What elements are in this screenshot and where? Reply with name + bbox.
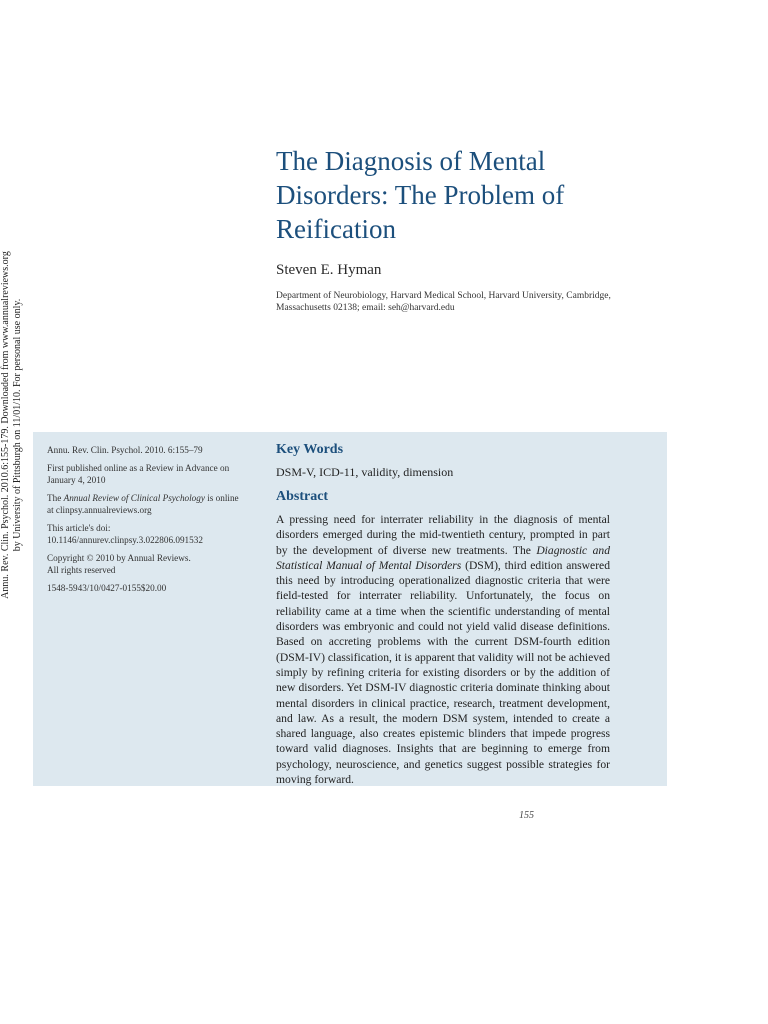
- author-name: Steven E. Hyman: [276, 262, 382, 278]
- abstract-heading: Abstract: [276, 489, 329, 504]
- watermark-line-2: by University of Pittsburgh on 11/01/10. For personal use only.: [12, 298, 23, 552]
- first-published: First published online as a Review in Advance on January 4, 2010: [47, 463, 230, 485]
- issn: 1548-5943/10/0427-0155$20.00: [47, 583, 167, 593]
- abstract-text: A pressing need for interrater reliability in the diagnosis of mental disorders emerged during the mid-twentieth century, prompted in part by the development of diverse new treatments. The Diagnostic and Statistical Manual of Mental Disorders (DSM), third edition answered this need by introducing operationalized diagnostic criteria that were field-tested for interrater reliability. Unfortunately, the focus on reliability came at a time when the scientific understanding of mental disorders was embryonic and could not yield valid disease definitions. Based on accreting problems with the current DSM-fourth edition (DSM-IV) classification, it is apparent that validity will not be achieved simply by refining criteria for existing disorders or by the addition of new disorders. Yet DSM-IV diagnostic criteria dominate thinking about mental disorders in clinical practice, research, treatment development, and law. As a result, the modern DSM system, intended to create a shared language, also creates epistemic blinders that impede progress toward valid diagnoses. Insights that are beginning to emerge from psychology, neuroscience, and genetics suggest possible strategies for moving forward.: [276, 513, 610, 787]
- citation: Annu. Rev. Clin. Psychol. 2010. 6:155–79: [47, 445, 203, 455]
- journal-name: Annual Review of Clinical Psychology: [63, 493, 205, 503]
- keywords-heading: Key Words: [276, 442, 344, 457]
- online-availability: The Annual Review of Clinical Psychology is online at clinpsy.annualreviews.org: [47, 493, 239, 515]
- doi-label: This article's doi:: [47, 523, 111, 533]
- author-affiliation: Department of Neurobiology, Harvard Medical School, Harvard University, Cambridge, Massachusetts 02138; email: seh@harvard.edu: [276, 291, 611, 313]
- publication-metadata: [47, 444, 247, 600]
- page-number: 155: [519, 810, 534, 821]
- doi: 10.1146/annurev.clinpsy.3.022806.091532: [47, 535, 203, 545]
- watermark-line-1: Annu. Rev. Clin. Psychol. 2010.6:155-179. Downloaded from www.annualreviews.org: [0, 251, 11, 599]
- doi-block: [47, 522, 247, 546]
- dsm-title: Diagnostic and Statistical Manual of Mental Disorders: [276, 543, 610, 572]
- copyright: Copyright © 2010 by Annual Reviews. All rights reserved: [47, 553, 191, 575]
- download-watermark: [0, 240, 32, 610]
- keywords-list: DSM-V, ICD-11, validity, dimension: [276, 465, 454, 479]
- article-title: The Diagnosis of Mental Disorders: The Problem of Reification: [276, 146, 565, 244]
